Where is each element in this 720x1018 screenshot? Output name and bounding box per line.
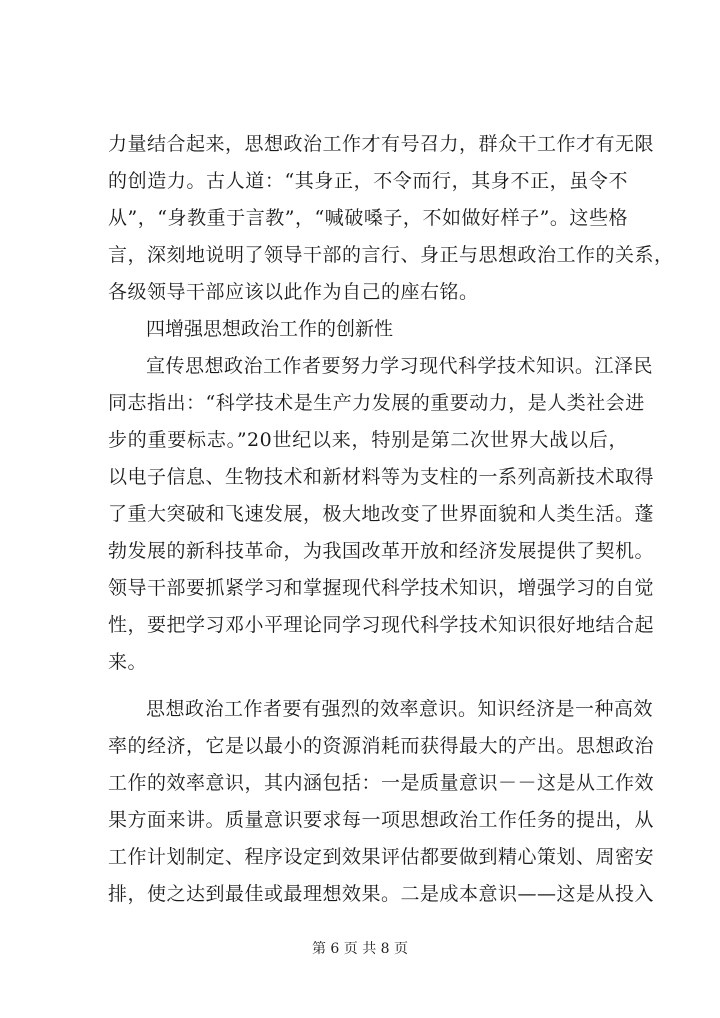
- text-line: 率的经济，它是以最小的资源消耗而获得最大的产出。思想政治: [108, 735, 655, 757]
- paragraph-1: [108, 126, 674, 311]
- text-line: 同志指出：“科学技术是生产力发展的重要动力，是人类社会进: [108, 392, 645, 414]
- text-line: 性，要把学习邓小平理论同学习现代科学技术知识很好地结合起: [108, 614, 655, 636]
- text-line: 的创造力。古人道：“其身正，不令而行，其身不正，虽令不: [108, 170, 628, 192]
- text-line: 各级领导干部应该以此作为自己的座右铭。: [108, 281, 479, 303]
- text-line: 果方面来讲。质量意识要求每一项思想政治工作任务的提出，从: [108, 809, 655, 831]
- text-line: 步的重要标志。”20世纪以来，特别是第二次世界大战以后，: [108, 429, 628, 451]
- text-line: 言，深刻地说明了领导干部的言行、身正与思想政治工作的关系，: [108, 244, 674, 266]
- paragraph-2: [108, 348, 655, 681]
- text-line: 工作的效率意识，其内涵包括：一是质量意识－－这是从工作效: [108, 772, 655, 794]
- paragraph-3: [108, 691, 655, 913]
- text-line: 来。: [108, 651, 148, 673]
- document-body: [108, 126, 674, 913]
- text-line: 思想政治工作者要有强烈的效率意识。知识经济是一种高效: [146, 698, 654, 720]
- text-line: 勃发展的新科技革命，为我国改革开放和经济发展提供了契机。: [108, 540, 655, 562]
- page-number-footer: 第 6 页 共 8 页: [311, 941, 409, 957]
- section-heading: 四增强思想政治工作的创新性: [146, 318, 394, 340]
- paragraph-gap: [108, 681, 628, 691]
- text-line: 以电子信息、生物技术和新材料等为支柱的一系列高新技术取得: [108, 466, 655, 488]
- text-line: 排，使之达到最佳或最理想效果。二是成本意识——这是从投入: [108, 883, 655, 905]
- text-line: 领导干部要抓紧学习和掌握现代科学技术知识，增强学习的自觉: [108, 577, 655, 599]
- text-line: 力量结合起来，思想政治工作才有号召力，群众干工作才有无限: [108, 133, 655, 155]
- text-line: 工作计划制定、程序设定到效果评估都要做到精心策划、周密安: [108, 846, 655, 868]
- text-line: 宣传思想政治工作者要努力学习现代科学技术知识。江泽民: [146, 355, 654, 377]
- text-line: 从”，“身教重于言教”，“喊破嗓子，不如做好样子”。这些格: [108, 207, 628, 229]
- text-line: 了重大突破和飞速发展，极大地改变了世界面貌和人类生活。蓬: [108, 503, 655, 525]
